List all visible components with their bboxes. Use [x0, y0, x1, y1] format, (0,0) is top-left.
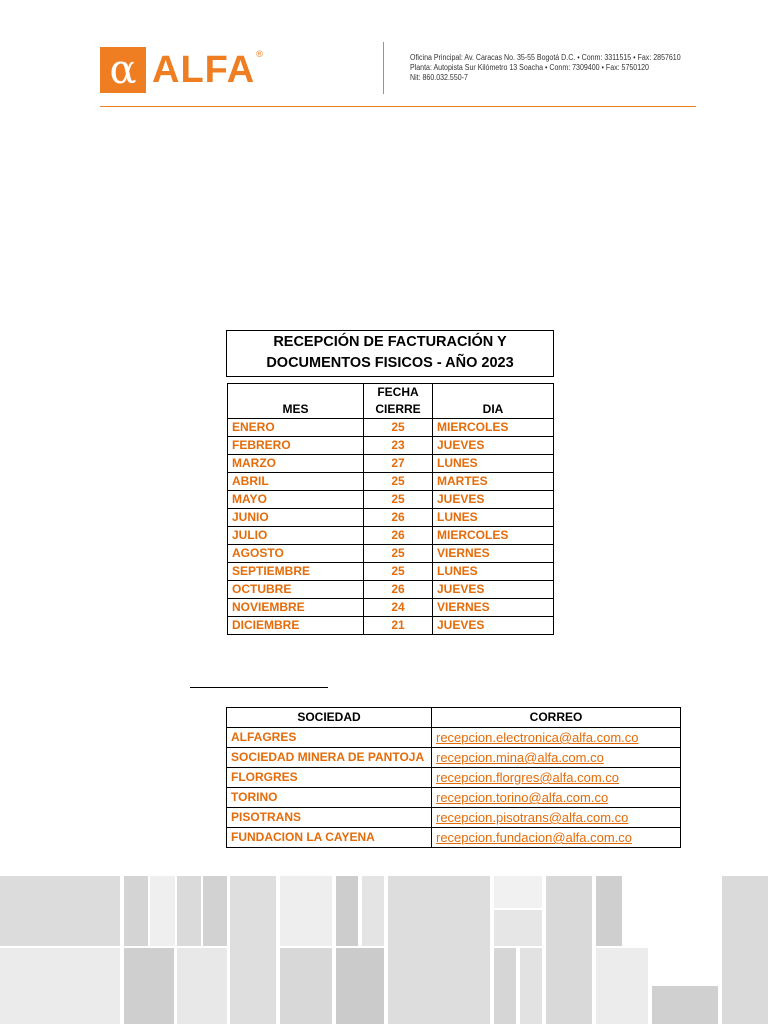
- calendar-title-line: DOCUMENTOS FISICOS - AÑO 2023: [266, 355, 514, 371]
- day-cell: MARTES: [433, 473, 554, 491]
- date-cell: 25: [364, 473, 433, 491]
- table-row: [227, 728, 681, 748]
- day-cell: VIERNES: [433, 545, 554, 563]
- company-name: TORINO: [227, 788, 432, 808]
- month-cell: OCTUBRE: [228, 581, 364, 599]
- separator-line: [190, 687, 328, 688]
- table-row: [228, 509, 554, 527]
- table-row: [228, 545, 554, 563]
- header-mes: MES: [228, 384, 364, 419]
- day-cell: LUNES: [433, 563, 554, 581]
- date-cell: 25: [364, 545, 433, 563]
- header-divider: [383, 42, 384, 94]
- month-cell: DICIEMBRE: [228, 617, 364, 635]
- month-cell: ABRIL: [228, 473, 364, 491]
- email-link[interactable]: recepcion.electronica@alfa.com.co: [432, 728, 681, 748]
- address-line: Oficina Principal: Av. Caracas No. 35-55 Bogotá D.C. • Conm: 3311515 • Fax: 2857610: [410, 53, 681, 62]
- company-name: SOCIEDAD MINERA DE PANTOJA: [227, 748, 432, 768]
- table-row: [228, 599, 554, 617]
- company-address: [410, 53, 681, 83]
- month-cell: FEBRERO: [228, 437, 364, 455]
- footer-mosaic-decoration: [0, 876, 768, 1024]
- table-row: [228, 491, 554, 509]
- date-cell: 26: [364, 527, 433, 545]
- table-row: [228, 455, 554, 473]
- day-cell: JUEVES: [433, 581, 554, 599]
- month-cell: ENERO: [228, 419, 364, 437]
- table-header-row: [227, 708, 681, 728]
- address-line: Nit: 860.032.550-7: [410, 73, 468, 82]
- day-cell: LUNES: [433, 455, 554, 473]
- alpha-logo-icon: α: [100, 47, 146, 93]
- day-cell: VIERNES: [433, 599, 554, 617]
- month-cell: NOVIEMBRE: [228, 599, 364, 617]
- table-row: [228, 419, 554, 437]
- table-row: [228, 473, 554, 491]
- table-row: [227, 808, 681, 828]
- header-cierre-line: CIERRE: [375, 402, 421, 416]
- email-link[interactable]: recepcion.pisotrans@alfa.com.co: [432, 808, 681, 828]
- alfa-logo: [100, 47, 263, 93]
- closing-dates-table: [227, 383, 554, 635]
- date-cell: 25: [364, 491, 433, 509]
- email-link[interactable]: recepcion.torino@alfa.com.co: [432, 788, 681, 808]
- day-cell: MIERCOLES: [433, 419, 554, 437]
- company-name: FLORGRES: [227, 768, 432, 788]
- day-cell: JUEVES: [433, 491, 554, 509]
- date-cell: 26: [364, 581, 433, 599]
- date-cell: 25: [364, 563, 433, 581]
- address-line: Planta: Autopista Sur Kilómetro 13 Soacha • Conm: 7309400 • Fax: 5750120: [410, 63, 649, 72]
- header-sociedad: SOCIEDAD: [227, 708, 432, 728]
- header-dia: DIA: [433, 384, 554, 419]
- date-cell: 27: [364, 455, 433, 473]
- header-rule: [100, 106, 696, 107]
- date-cell: 23: [364, 437, 433, 455]
- header-fecha-line: FECHA: [377, 385, 419, 399]
- date-cell: 21: [364, 617, 433, 635]
- table-row: [228, 581, 554, 599]
- day-cell: JUEVES: [433, 617, 554, 635]
- date-cell: 24: [364, 599, 433, 617]
- month-cell: SEPTIEMBRE: [228, 563, 364, 581]
- email-link[interactable]: recepcion.florgres@alfa.com.co: [432, 768, 681, 788]
- table-row: [228, 527, 554, 545]
- day-cell: LUNES: [433, 509, 554, 527]
- email-link[interactable]: recepcion.fundacion@alfa.com.co: [432, 828, 681, 848]
- month-cell: MARZO: [228, 455, 364, 473]
- table-row: [228, 563, 554, 581]
- table-header-row: [228, 384, 554, 419]
- calendar-title: [226, 330, 554, 377]
- company-name: PISOTRANS: [227, 808, 432, 828]
- company-name: FUNDACION LA CAYENA: [227, 828, 432, 848]
- header-correo: CORREO: [432, 708, 681, 728]
- company-email-table: [226, 707, 681, 848]
- logo-wordmark: ALFA: [152, 49, 256, 91]
- month-cell: JULIO: [228, 527, 364, 545]
- date-cell: 25: [364, 419, 433, 437]
- calendar-title-line: RECEPCIÓN DE FACTURACIÓN Y: [273, 334, 507, 350]
- day-cell: MIERCOLES: [433, 527, 554, 545]
- table-row: [227, 768, 681, 788]
- company-name: ALFAGRES: [227, 728, 432, 748]
- date-cell: 26: [364, 509, 433, 527]
- month-cell: AGOSTO: [228, 545, 364, 563]
- table-row: [228, 437, 554, 455]
- registered-mark: ®: [256, 49, 263, 59]
- month-cell: JUNIO: [228, 509, 364, 527]
- table-row: [227, 748, 681, 768]
- table-row: [228, 617, 554, 635]
- month-cell: MAYO: [228, 491, 364, 509]
- table-row: [227, 788, 681, 808]
- day-cell: JUEVES: [433, 437, 554, 455]
- email-link[interactable]: recepcion.mina@alfa.com.co: [432, 748, 681, 768]
- header-fecha-cierre: [364, 384, 433, 419]
- table-row: [227, 828, 681, 848]
